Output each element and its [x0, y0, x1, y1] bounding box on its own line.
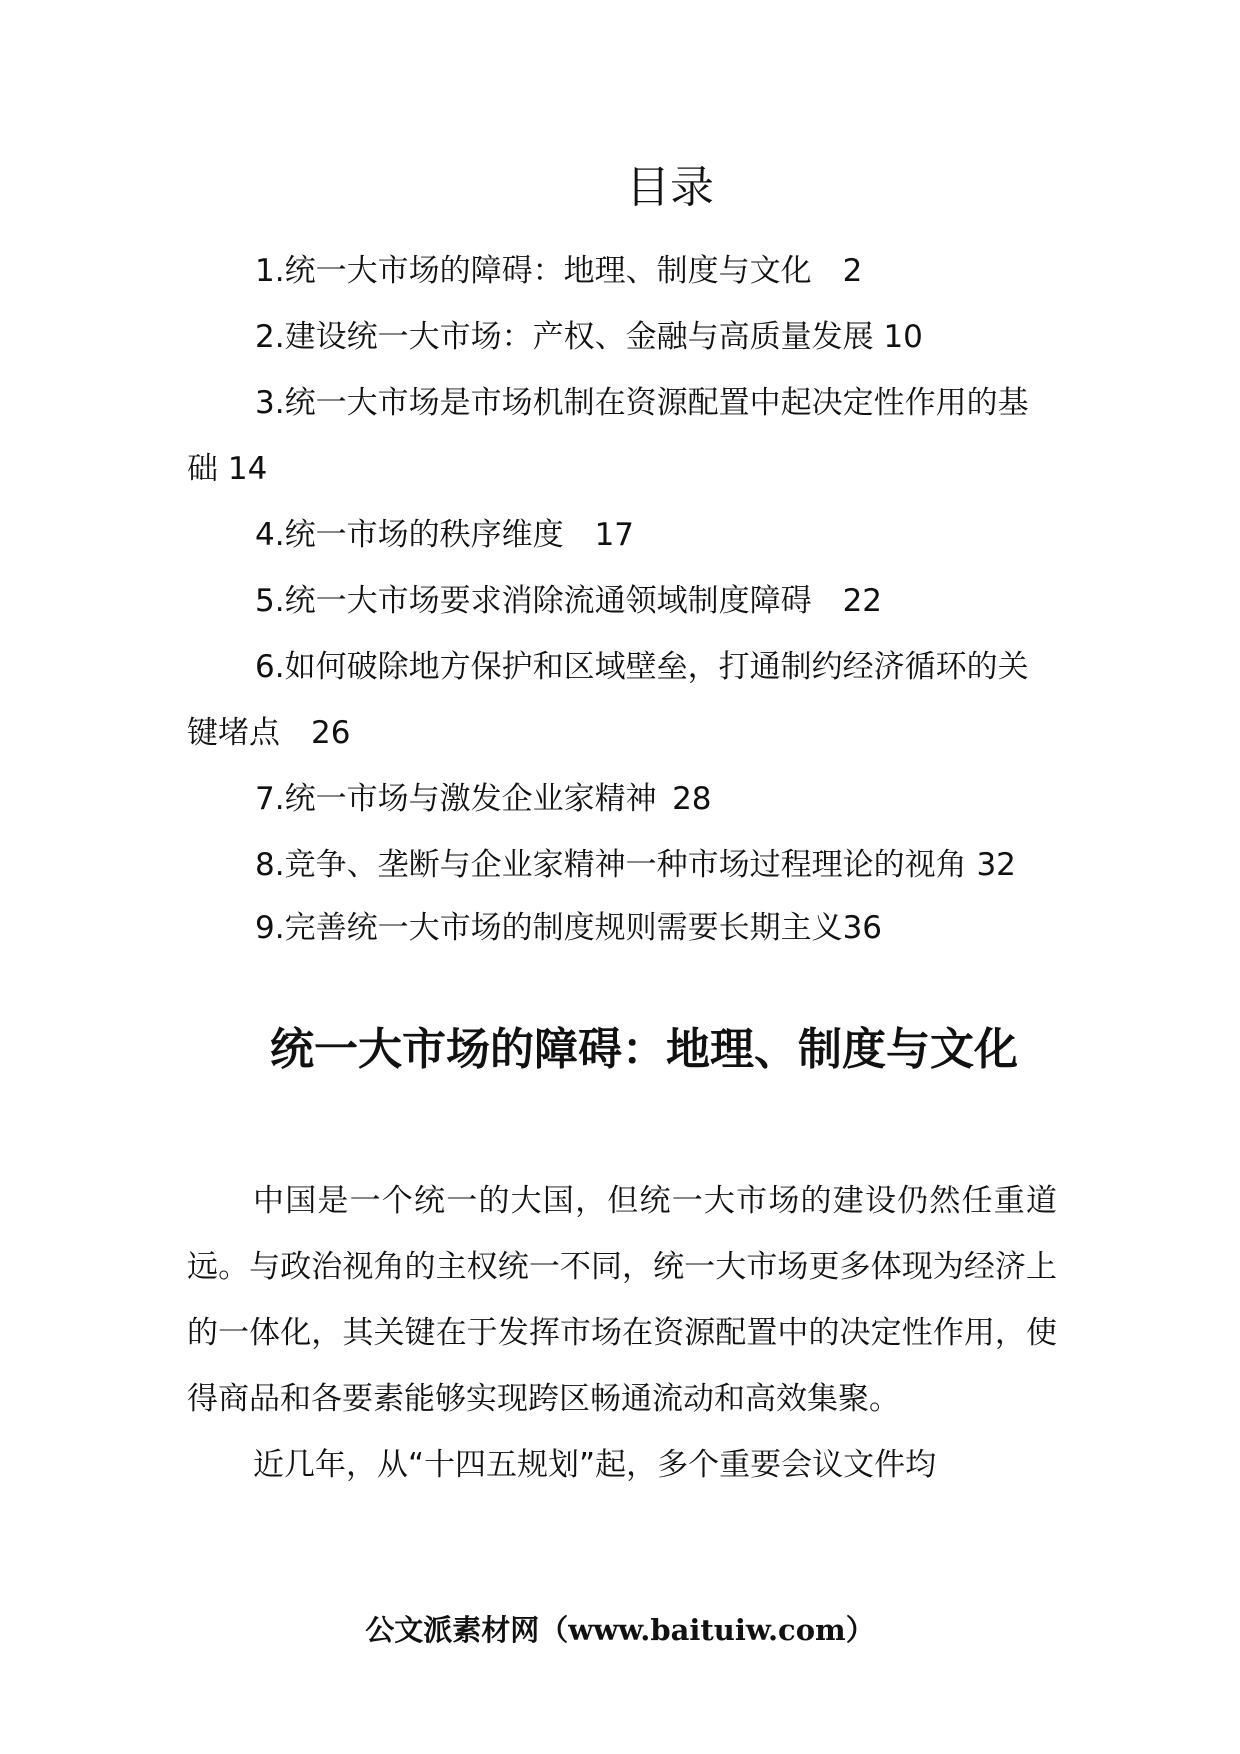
toc-item[interactable] [187, 502, 1057, 568]
toc-item-page: 32 [976, 847, 1016, 883]
toc-item-page: 17 [594, 517, 635, 553]
toc-item-page: 28 [672, 781, 712, 817]
toc-item-text: 8.竞争、垄断与企业家精神一种市场过程理论的视角 [255, 847, 967, 883]
toc-item-page: 10 [883, 319, 923, 355]
footer-source: 公文派素材网（www.baituiw.com） [365, 1613, 875, 1647]
toc-item-text: 6.如何破除地方保护和区域壁垒，打通制约经济循环的关键堵点 [187, 649, 1029, 751]
body-paragraph: 近几年，从“十四五规划”起，多个重要会议文件均 [253, 1447, 937, 1483]
toc-item-page: 14 [227, 451, 268, 487]
toc-item-text: 1.统一大市场的障碍：地理、制度与文化 [255, 253, 812, 289]
toc-item-page: 36 [842, 910, 883, 946]
toc-item-text: 4.统一市场的秩序维度 [255, 517, 564, 553]
toc-item[interactable] [187, 634, 1057, 766]
article-title: 统一大市场的障碍：地理、制度与文化 [270, 1024, 1018, 1075]
toc-item-text: 9.完善统一大市场的制度规则需要长期主义 [255, 910, 843, 946]
toc-item[interactable] [187, 832, 1057, 898]
toc-item-text: 3.统一大市场是市场机制在资源配置中起决定性作用的基础 [187, 385, 1029, 487]
toc-item-page: 22 [842, 583, 883, 619]
toc-item-text: 2.建设统一大市场：产权、金融与高质量发展 [255, 319, 874, 355]
toc-item[interactable] [187, 568, 1057, 634]
toc-item[interactable] [187, 766, 1057, 832]
toc-item[interactable] [187, 304, 1057, 370]
article-body [187, 1168, 1057, 1498]
toc-title: 目录 [626, 162, 714, 213]
toc-list [187, 238, 1057, 958]
toc-item[interactable] [187, 238, 1057, 304]
toc-item-text: 5.统一大市场要求消除流通领域制度障碍 [255, 583, 812, 619]
toc-item-text: 7.统一市场与激发企业家精神 [255, 781, 657, 817]
toc-item-page: 2 [842, 253, 863, 289]
body-paragraph: 中国是一个统一的大国，但统一大市场的建设仍然任重道远。与政治视角的主权统一不同，统一大市场更多体现为经济上的一体化，其关键在于发挥市场在资源配置中的决定性作用，使得商品和各要素能够实现跨区畅通流动和高效集聚。 [187, 1183, 1057, 1417]
toc-item-page: 26 [311, 715, 351, 751]
toc-item[interactable] [187, 370, 1057, 502]
toc-item[interactable] [187, 898, 1057, 958]
